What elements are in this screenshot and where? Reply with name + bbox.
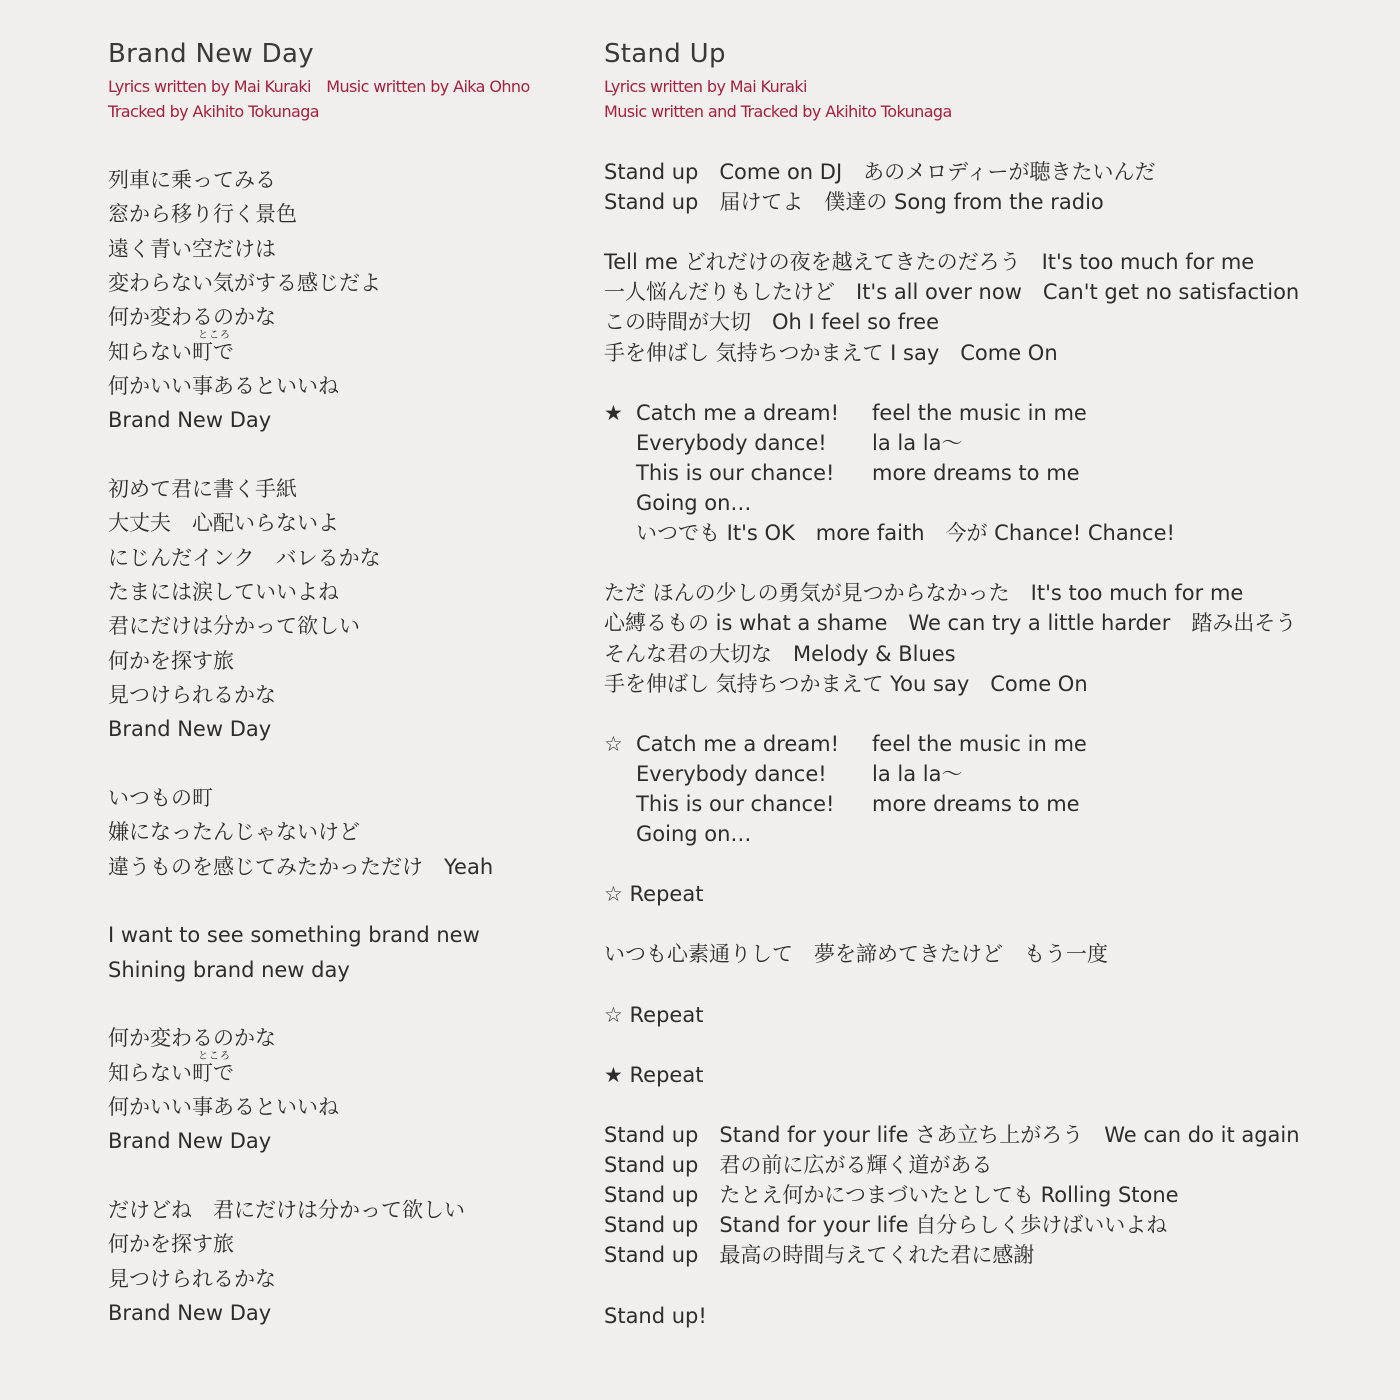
lyric-line [604,729,1384,759]
lyric-text: 何かを探す旅 [108,1232,234,1257]
lyric-line [108,197,578,231]
lyric-line [108,712,578,746]
lyric-line [604,879,1384,909]
lyric-line [108,644,578,678]
lyric-text: 一人悩んだりもしたけど It's all over now Can't get no satisfaction [604,280,1300,305]
lyric-part: feel the music in me [872,731,1087,756]
lyric-text: 嫌になったんじゃないけど [108,820,360,845]
lyric-part: Catch me a dream! [636,731,840,756]
lyric-text: Stand up Stand for your life 自分らしく歩けばいいよね [604,1213,1168,1238]
chorus-marker [604,518,636,548]
lyric-line [604,488,1384,518]
song-credit: Music written and Tracked by Akihito Tokunaga [604,102,952,121]
lyric-line [604,789,1384,819]
lyric-line [108,506,578,540]
lyric-line [108,850,578,884]
lyric-part: la la la～ [872,761,963,786]
lyric-line [108,438,578,472]
lyric-line [108,369,578,403]
lyric-line [604,307,1384,337]
song-brand-new-day [108,34,578,1325]
chorus-marker [604,789,636,819]
lyric-text: 何かいい事あるといいね [108,1094,339,1119]
lyric-text: ☆ Repeat [604,882,704,907]
lyric-line [604,699,1384,729]
lyric-part: feel the music in me [872,400,1087,425]
lyric-text: Stand up たとえ何かにつまづいたとしても Rolling Stone [604,1183,1179,1208]
lyric-text: Tell me どれだけの夜を越えてきたのだろう It's too much for me [604,250,1255,275]
lyric-text: Stand up Stand for your life さあ立ち上がろう We can do it again [604,1123,1300,1147]
lyric-line [108,781,578,815]
lyric-line [108,953,578,987]
lyric-line [604,1030,1384,1060]
lyric-text: 違うものを感じてみたかっただけ Yeah [108,854,494,879]
lyric-line [108,472,578,506]
lyric-line [108,403,578,437]
lyric-text: 列車に乗ってみる [108,168,276,192]
lyric-part: This is our chance! [636,460,835,485]
lyric-part: いつでも It's OK more faith 今が Chance! Chance! [636,521,1175,546]
lyric-text: Stand up! [604,1303,707,1328]
lyric-line [108,300,578,334]
lyric-part: la la la～ [872,430,963,455]
lyric-text: たまには涙していいよね [108,579,339,604]
lyric-text: 大丈夫 心配いらないよ [108,511,339,536]
lyric-text: Brand New Day [108,408,272,433]
lyric-text: Brand New Day [108,717,272,742]
lyric-text: 遠く青い空だけは [108,236,276,261]
chorus-marker [604,819,636,849]
chorus-marker: ★ [604,400,623,425]
lyric-line [604,849,1384,879]
lyric-text: 心縛るもの is what a shame We can try a little harder 踏み出そう [604,611,1297,636]
lyric-text: この時間が大切 Oh I feel so free [604,310,939,335]
lyric-line [604,277,1384,307]
lyric-text: いつも心素通りして 夢を諦めてきたけど もう一度 [604,942,1108,967]
lyric-text: 手を伸ばし 気持ちつかまえて You say Come On [604,671,1088,696]
lyric-line [108,1193,578,1227]
lyric-line [604,970,1384,1000]
lyrics-block [604,157,1384,1331]
lyric-line [604,939,1384,969]
lyric-line [604,157,1384,187]
song-credit: Lyrics written by Mai Kuraki [604,77,807,96]
lyric-text: ☆ Repeat [604,1002,704,1027]
lyric-line [108,884,578,918]
lyric-part: more dreams to me [872,460,1080,485]
lyric-line [108,232,578,266]
lyric-line [604,1210,1384,1240]
furigana: ところ [198,1050,231,1062]
lyric-line [604,1240,1384,1270]
lyric-text: 何か変わるのかな [108,305,276,330]
lyric-line [108,747,578,781]
lyric-line [108,1227,578,1261]
lyric-part: more dreams to me [872,791,1080,816]
lyric-text: 初めて君に書く手紙 [108,476,297,501]
chorus-marker [604,759,636,789]
lyric-text: 知らない町で [108,339,234,364]
lyric-text: にじんだインク バレるかな [108,545,381,570]
lyric-text: Stand up 君の前に広がる輝く道がある [604,1153,993,1178]
lyric-line [604,1090,1384,1120]
lyric-text: Stand up Come on DJ あのメロディーが聴きたいんだ [604,160,1156,184]
song-credit: Lyrics written by Mai Kuraki Music written by Aika Ohno [108,77,530,96]
lyric-line [604,1270,1384,1300]
lyric-line [108,1124,578,1158]
lyric-line [108,1050,578,1090]
lyric-line [604,639,1384,669]
lyric-line [604,187,1384,217]
lyric-text: 窓から移り行く景色 [108,202,297,227]
lyric-line [604,398,1384,428]
lyric-text: 何か変わるのかな [108,1026,276,1051]
lyric-line [604,909,1384,939]
lyric-line [108,1021,578,1055]
lyric-part: This is our chance! [636,791,835,816]
lyric-text: そんな君の大切な Melody & Blues [604,641,956,666]
lyric-text: Shining brand new day [108,957,350,982]
lyric-line [108,815,578,849]
song-credit: Tracked by Akihito Tokunaga [108,102,319,121]
lyric-text: 知らない町で [108,1060,234,1085]
lyric-line [604,669,1384,699]
lyric-line [604,1180,1384,1210]
lyric-text: 変わらない気がする感じだよ [108,270,381,295]
lyric-text: 君にだけは分かって欲しい [108,614,360,639]
lyric-part: Everybody dance! [636,761,827,786]
lyric-part: Catch me a dream! [636,400,840,425]
lyric-text: Stand up 最高の時間与えてくれた君に感謝 [604,1243,1035,1268]
lyric-line [108,1296,578,1330]
chorus-marker [604,458,636,488]
lyric-line [108,575,578,609]
lyric-text: いつもの町 [108,785,213,810]
lyric-text: 何かいい事あるといいね [108,373,339,398]
lyric-line [604,1150,1384,1180]
lyric-line [604,518,1384,548]
lyric-part: Going on… [636,822,752,847]
lyric-line [604,458,1384,488]
lyric-line [108,1159,578,1193]
lyric-line [108,987,578,1021]
lyric-text: 手を伸ばし 気持ちつかまえて I say Come On [604,340,1058,365]
lyric-part: Everybody dance! [636,430,827,455]
lyric-text: 見つけられるかな [108,1266,276,1291]
lyric-line [604,247,1384,277]
lyric-line [108,541,578,575]
lyric-text: Brand New Day [108,1300,272,1325]
chorus-marker [604,488,636,518]
lyric-line [604,1120,1384,1150]
chorus-marker [604,428,636,458]
lyric-text: Stand up 届けてよ 僕達の Song from the radio [604,190,1104,215]
lyric-line [604,548,1384,578]
lyric-text: だけどね 君にだけは分かって欲しい [108,1197,465,1222]
lyric-line [604,819,1384,849]
lyric-text: Brand New Day [108,1129,272,1154]
lyric-line [108,1262,578,1296]
lyric-line [604,608,1384,638]
lyric-part: Going on… [636,491,752,516]
lyric-line [604,578,1384,608]
chorus-marker: ☆ [604,731,623,756]
lyric-line [108,609,578,643]
lyric-text: ★ Repeat [604,1062,704,1087]
lyric-line [604,368,1384,398]
lyric-line [108,329,578,369]
lyric-line [604,338,1384,368]
lyric-line [604,217,1384,247]
lyric-line [604,1060,1384,1090]
lyric-text: I want to see something brand new [108,923,480,948]
lyric-line [108,678,578,712]
song-title: Brand New Day [108,39,314,69]
lyric-line [604,428,1384,458]
furigana: ところ [198,329,231,341]
lyric-line [108,918,578,952]
lyrics-block [108,163,578,1330]
lyric-text: 何かを探す旅 [108,648,234,673]
lyric-line [604,759,1384,789]
lyric-line [108,163,578,197]
song-stand-up [604,34,1384,1328]
lyric-text: ただ ほんの少しの勇気が見つからなかった It's too much for me [604,581,1244,606]
lyric-line [604,1000,1384,1030]
lyric-text: 見つけられるかな [108,682,276,707]
lyric-line [108,1090,578,1124]
lyric-line [604,1301,1384,1331]
lyric-line [108,266,578,300]
song-title: Stand Up [604,39,726,69]
